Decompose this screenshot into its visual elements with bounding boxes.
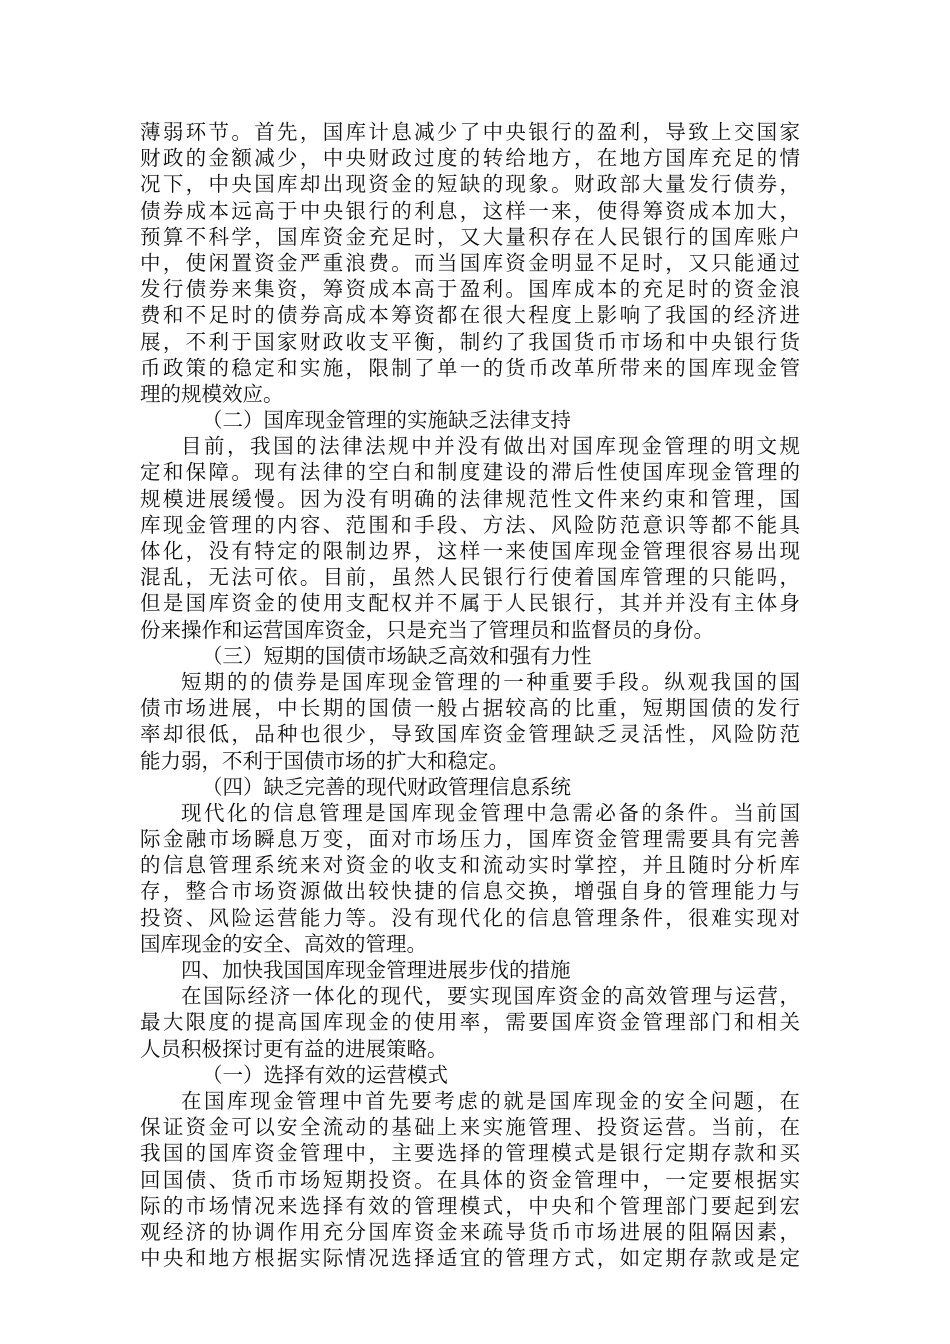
text-line: 短期的的债券是国库现金管理的一种重要手段。纵观我国的国	[181, 669, 800, 694]
text-line: 投资、风险运营能力等。没有现代化的信息管理条件，很难实现对	[140, 905, 800, 930]
text-line: 费和不足时的债券高成本筹资都在很大程度上影响了我国的经济进	[140, 303, 800, 328]
text-line: 回国债、货币市场短期投资。在具体的资金管理中，一定要根据实	[140, 1167, 800, 1192]
section-heading: （二）国库现金管理的实施缺乏法律支持	[202, 408, 571, 433]
text-line: 混乱，无法可依。目前，虽然人民银行行使着国库管理的只能吗，	[140, 565, 800, 590]
text-line: 的信息管理系统来对资金的收支和流动实时掌控，并且随时分析库	[140, 853, 800, 878]
section-heading: （一）选择有效的运营模式	[202, 1062, 448, 1087]
text-line: 薄弱环节。首先，国库计息减少了中央银行的盈利，导致上交国家	[140, 120, 800, 144]
text-line: 库现金管理的内容、范围和手段、方法、风险防范意识等都不能具	[140, 512, 800, 537]
text-line: 币政策的稳定和实施，限制了单一的货币改革所带来的国库现金管	[140, 355, 800, 380]
text-line: 规模进展缓慢。因为没有明确的法律规范性文件来约束和管理，国	[140, 486, 800, 511]
text-line: 在国际经济一体化的现代，要实现国库资金的高效管理与运营，	[181, 984, 800, 1009]
text-line: 国库现金的安全、高效的管理。	[140, 931, 427, 956]
text-line: 在国库现金管理中首先要考虑的就是国库现金的安全问题，在	[181, 1088, 800, 1113]
document-page	[140, 119, 800, 1271]
chapter-heading: 四、加快我国国库现金管理进展步伐的措施	[181, 958, 571, 982]
text-line: 预算不科学，国库资金充足时，又大量积存在人民银行的国库账户	[140, 224, 800, 249]
text-line: 最大限度的提高国库现金的使用率，需要国库资金管理部门和相关	[140, 1010, 800, 1035]
text-line: 中央和地方根据实际情况选择适宜的管理方式，如定期存款或是定	[140, 1246, 800, 1271]
text-line: 存，整合市场资源做出较快捷的信息交换，增强自身的管理能力与	[140, 879, 800, 904]
text-line: 理的规模效应。	[140, 381, 284, 406]
text-line: 但是国库资金的使用支配权并不属于人民银行，其并并没有主体身	[140, 591, 800, 616]
text-line: 中，使闲置资金严重浪费。而当国库资金明显不足时，又只能通过	[140, 250, 800, 275]
text-line: 体化，没有特定的限制边界，这样一来使国库现金管理很容易出现	[140, 539, 800, 563]
text-line: 况下，中央国库却出现资金的短缺的现象。财政部大量发行债券，	[140, 172, 800, 197]
text-line: 现代化的信息管理是国库现金管理中急需必备的条件。当前国	[181, 800, 800, 825]
text-line: 定和保障。现有法律的空白和制度建设的滞后性使国库现金管理的	[140, 460, 800, 485]
text-line: 展，不利于国家财政收支平衡，制约了我国货币市场和中央银行货	[140, 329, 800, 354]
text-line: 保证资金可以安全流动的基础上来实施管理、投资运营。当前，在	[140, 1115, 800, 1140]
section-heading: （三）短期的国债市场缺乏高效和强有力性	[202, 643, 592, 668]
text-line: 发行债券来集资，筹资成本高于盈利。国库成本的充足时的资金浪	[140, 277, 800, 302]
text-line: 目前，我国的法律法规中并没有做出对国库现金管理的明文规	[181, 434, 800, 459]
text-line: 人员积极探讨更有益的进展策略。	[140, 1036, 448, 1061]
section-heading: （四）缺乏完善的现代财政管理信息系统	[202, 774, 571, 799]
text-line: 债券成本远高于中央银行的利息，这样一来，使得筹资成本加大，	[140, 198, 800, 223]
text-line: 财政的金额减少，中央财政过度的转给地方，在地方国库充足的情	[140, 146, 800, 171]
text-line: 份来操作和运营国库资金，只是充当了管理员和监督员的身份。	[140, 617, 714, 642]
text-line: 率却很低，品种也很少，导致国库资金管理缺乏灵活性，风险防范	[140, 722, 800, 747]
text-line: 我国的国库资金管理中，主要选择的管理模式是银行定期存款和买	[140, 1141, 800, 1166]
text-line: 际金融市场瞬息万变，面对市场压力，国库资金管理需要具有完善	[140, 827, 800, 852]
text-line: 观经济的协调作用充分国库资金来疏导货币市场进展的阻隔因素，	[140, 1219, 800, 1244]
text-line: 际的市场情况来选择有效的管理模式，中央和个管理部门要起到宏	[140, 1193, 800, 1218]
text-line: 债市场进展，中长期的国债一般占据较高的比重，短期国债的发行	[140, 696, 800, 721]
text-line: 能力弱，不利于国债市场的扩大和稳定。	[140, 748, 509, 773]
